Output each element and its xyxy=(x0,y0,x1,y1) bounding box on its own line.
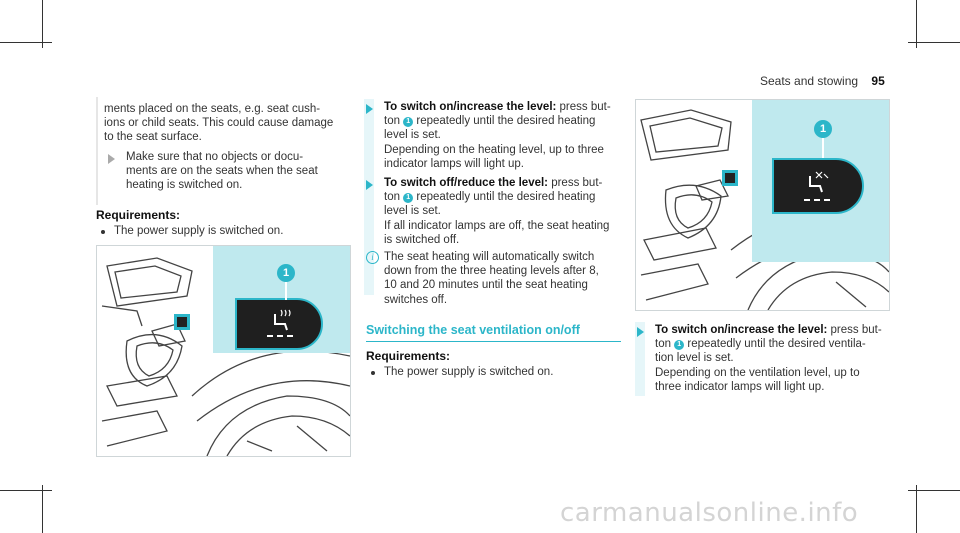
callout-number-1: 1 xyxy=(674,340,684,350)
step-arrow-icon xyxy=(637,327,644,337)
requirement-text: The power supply is switched on. xyxy=(114,225,284,237)
info-icon: i xyxy=(366,251,379,264)
crop-mark xyxy=(42,485,43,533)
requirements-heading: Requirements: xyxy=(96,208,181,222)
step-switch-off-heating: To switch off/reduce the level: press but- ton 1 repeatedly until the desired heating level is set. If all indicator lamps are off, the seat heating is switched off. xyxy=(384,177,610,246)
crop-mark xyxy=(42,0,43,48)
seat-ventilation-figure xyxy=(635,99,890,311)
step-arrow-icon xyxy=(366,104,373,114)
seat-heating-icon xyxy=(237,300,321,348)
bullet-icon xyxy=(371,371,375,375)
callout-number-1: 1 xyxy=(403,193,413,203)
requirements-heading: Requirements: xyxy=(366,349,451,363)
heating-button-panel xyxy=(235,298,323,350)
section-title: Switching the seat ventilation on/off xyxy=(366,323,580,337)
seat-heating-figure xyxy=(96,245,351,457)
crop-mark xyxy=(908,42,960,43)
step-switch-on-ventilation: To switch on/increase the level: press but- ton 1 repeatedly until the desired ventila- tion level is set. Depending on the ventilation level, up to three indicator lamps will light up. xyxy=(655,324,882,393)
crop-mark xyxy=(0,490,52,491)
watermark: carmanualsonline.info xyxy=(560,498,859,528)
crop-mark xyxy=(916,485,917,533)
step-switch-on-heating: To switch on/increase the level: press but- ton 1 repeatedly until the desired heating level is set. Depending on the heating level, up to three indicator lamps will light up. xyxy=(384,101,611,170)
step-arrow-icon xyxy=(366,180,373,190)
bullet-icon xyxy=(101,230,105,234)
requirement-text: The power supply is switched on. xyxy=(384,366,554,378)
crop-mark xyxy=(908,490,960,491)
callout-number-1: 1 xyxy=(277,264,295,282)
section-name: Seats and stowing xyxy=(760,74,859,88)
callout-line xyxy=(285,282,287,300)
step-bar xyxy=(364,99,374,295)
section-divider xyxy=(366,341,621,342)
warning-text: ments placed on the seats, e.g. seat cush- ions or child seats. This could cause damage to the seat surface. xyxy=(104,103,334,144)
crop-mark xyxy=(0,42,52,43)
running-header xyxy=(760,74,885,88)
note-text: The seat heating will automatically switch down from the three heating levels after 8, 10 and 20 minutes until the seat heating switches off. xyxy=(384,251,599,306)
warning-step: Make sure that no objects or docu- ments are on the seats when the seat heating is switched on. xyxy=(126,151,318,192)
step-arrow-icon xyxy=(108,154,115,164)
ventilation-button-panel xyxy=(772,158,864,214)
crop-mark xyxy=(916,0,917,48)
seat-ventilation-icon xyxy=(774,160,862,212)
callout-line xyxy=(822,138,824,158)
page-number: 95 xyxy=(871,74,885,88)
callout-number-1: 1 xyxy=(814,120,832,138)
callout-number-1: 1 xyxy=(403,117,413,127)
